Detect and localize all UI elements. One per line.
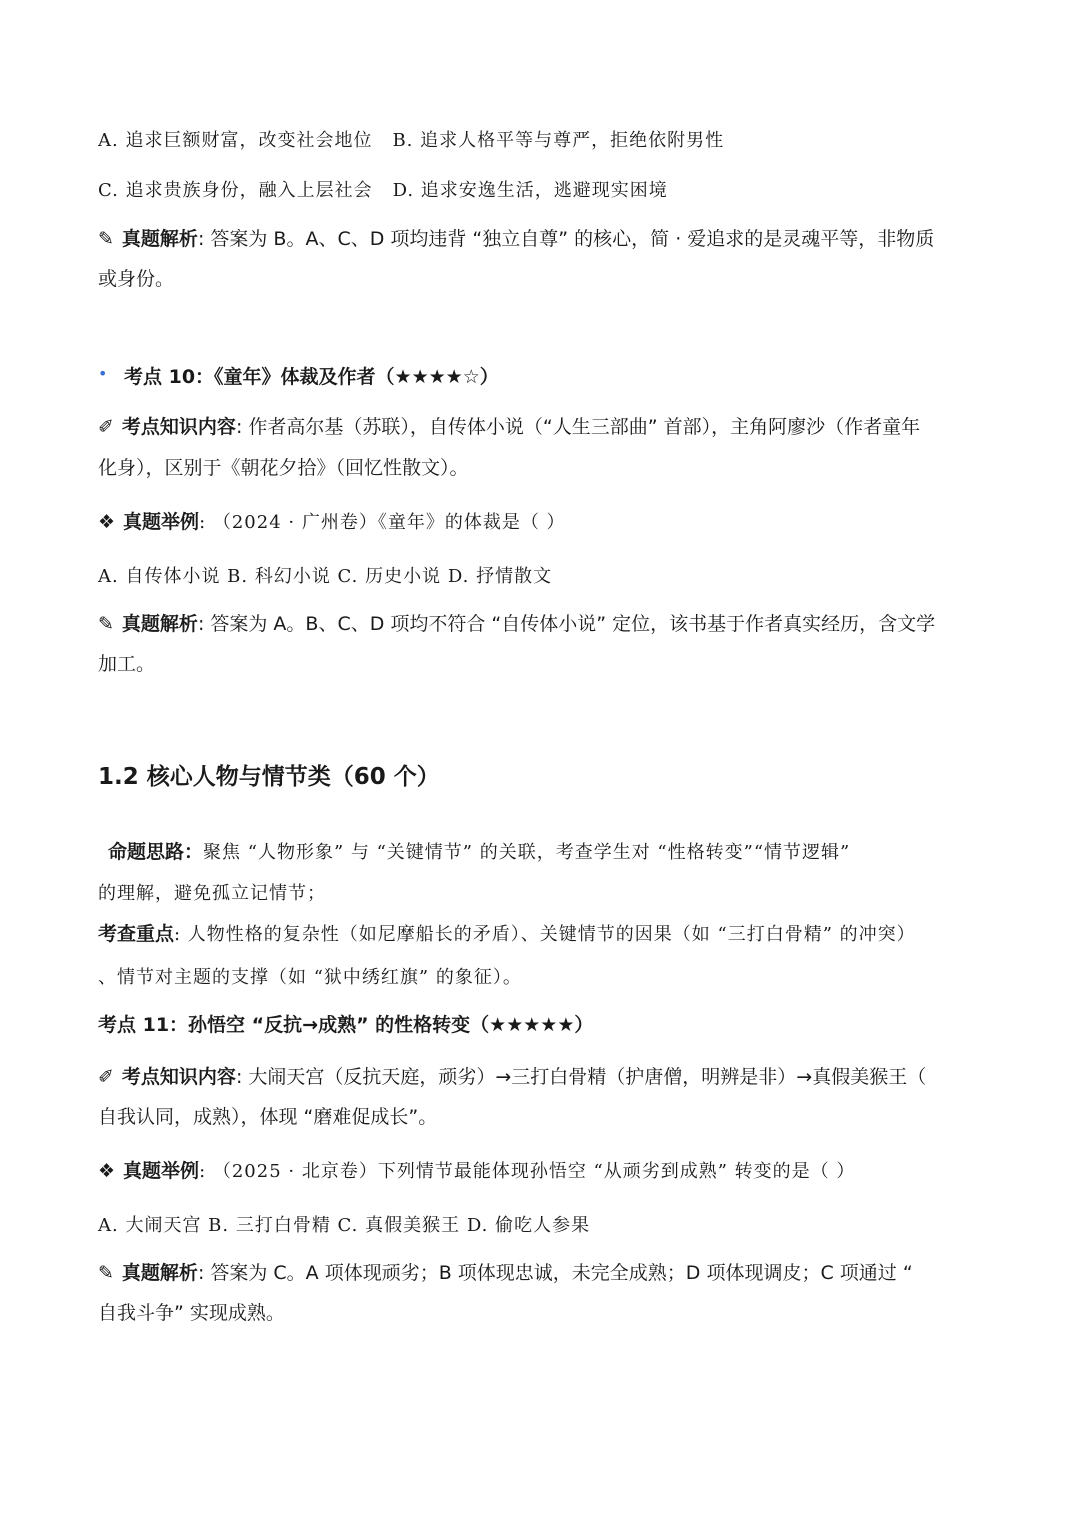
- knowledge-label: 考点知识内容: [121, 416, 236, 438]
- bullet-icon: •: [98, 364, 108, 383]
- idea-text: 聚焦 “人物形象” 与 “关键情节” 的关联，考查学生对 “性格转变”“情节逻辑”: [203, 842, 851, 863]
- analysis-text: 加工。: [98, 653, 156, 675]
- analysis-label: 真题解析: [121, 228, 198, 250]
- pencil-icon: ✎: [98, 228, 114, 250]
- analysis-line-2: [98, 1300, 988, 1326]
- section-heading: 1.2 核心人物与情节类（60 个）: [98, 764, 440, 790]
- example-line: [98, 509, 988, 536]
- pencil-icon: ✎: [98, 1262, 114, 1284]
- example-label: 真题举例: [123, 1160, 200, 1182]
- option-d: D. 追求安逸生活，逃避现实困境: [392, 180, 668, 201]
- knowledge-text: : 作者高尔基（苏联），自传体小说（“人生三部曲” 首部），主角阿廖沙（作者童年: [235, 416, 921, 438]
- question-options: A. 大闹天宫 B. 三打白骨精 C. 真假美猴王 D. 偷吃人参果: [98, 1215, 591, 1236]
- knowledge-text: 自我认同，成熟），体现 “磨难促成长”。: [98, 1106, 438, 1128]
- example-text: : （2025 · 北京卷）下列情节最能体现孙悟空 “从顽劣到成熟” 转变的是（ ）: [199, 1161, 856, 1182]
- pencil-icon: ✎: [98, 613, 114, 635]
- analysis-line-2: [98, 266, 988, 292]
- analysis-text: 自我斗争” 实现成熟。: [98, 1302, 285, 1324]
- option-a: A. 追求巨额财富，改变社会地位: [98, 130, 373, 151]
- pen-icon: ✐: [98, 416, 114, 438]
- question-options-row-1: [98, 128, 988, 154]
- option-c: C. 追求贵族身份，融入上层社会: [98, 180, 373, 201]
- idea-label: 命题思路：: [108, 841, 204, 863]
- question-options-row-2: [98, 178, 988, 204]
- knowledge-line-2: [98, 1104, 988, 1130]
- knowledge-line-1: [98, 1064, 988, 1090]
- example-label: 真题举例: [123, 511, 200, 533]
- knowledge-line-2: [98, 455, 988, 481]
- analysis-label: 真题解析: [121, 1262, 198, 1284]
- kaodian-10-title: 考点 10：《童年》体裁及作者（★★★★☆）: [124, 366, 499, 388]
- analysis-text: : 答案为 B。A、C、D 项均违背 “独立自尊” 的核心，简 · 爱追求的是灵魂平等，非物质: [197, 228, 935, 250]
- example-text: : （2024 · 广州卷）《童年》的体裁是（ ）: [199, 512, 566, 533]
- knowledge-label: 考点知识内容: [121, 1066, 236, 1088]
- example-line: [98, 1158, 988, 1185]
- question-options: A. 自传体小说 B. 科幻小说 C. 历史小说 D. 抒情散文: [98, 566, 553, 587]
- analysis-line-2: [98, 651, 988, 677]
- knowledge-text: 化身），区别于《朝花夕拾》（回忆性散文）。: [98, 457, 469, 479]
- pen-icon: ✐: [98, 1066, 114, 1088]
- focus-label: 考查重点: [98, 923, 175, 945]
- analysis-text: 或身份。: [98, 268, 175, 290]
- analysis-text: : 答案为 A。B、C、D 项均不符合 “自传体小说” 定位，该书基于作者真实经历，含文学: [197, 613, 936, 635]
- focus-line-1: [98, 921, 988, 948]
- analysis-line-1: [98, 1260, 988, 1286]
- diamond-icon: ❖: [98, 511, 116, 533]
- analysis-text: : 答案为 C。A 项体现顽劣；B 项体现忠诚，未完全成熟；D 项体现调皮；C 项通过 “: [197, 1262, 913, 1284]
- idea-line-1: [108, 839, 998, 866]
- knowledge-line-1: [98, 414, 988, 440]
- analysis-line-1: [98, 226, 988, 252]
- idea-line-2: 的理解，避免孤立记情节；: [98, 883, 326, 904]
- focus-line-2: 、情节对主题的支撑（如 “狱中绣红旗” 的象征）。: [98, 967, 522, 988]
- analysis-line-1: [98, 611, 988, 637]
- kaodian-11-title: 考点 11：孙悟空 “反抗→成熟” 的性格转变（★★★★★）: [98, 1014, 594, 1036]
- option-b: B. 追求人格平等与尊严，拒绝依附男性: [392, 130, 725, 151]
- diamond-icon: ❖: [98, 1160, 116, 1182]
- analysis-label: 真题解析: [121, 613, 198, 635]
- focus-text: : 人物性格的复杂性（如尼摩船长的矛盾）、关键情节的因果（如 “三打白骨精” 的冲突）: [174, 924, 916, 945]
- knowledge-text: : 大闹天宫（反抗天庭，顽劣）→三打白骨精（护唐僧，明辨是非）→真假美猴王（: [235, 1066, 927, 1088]
